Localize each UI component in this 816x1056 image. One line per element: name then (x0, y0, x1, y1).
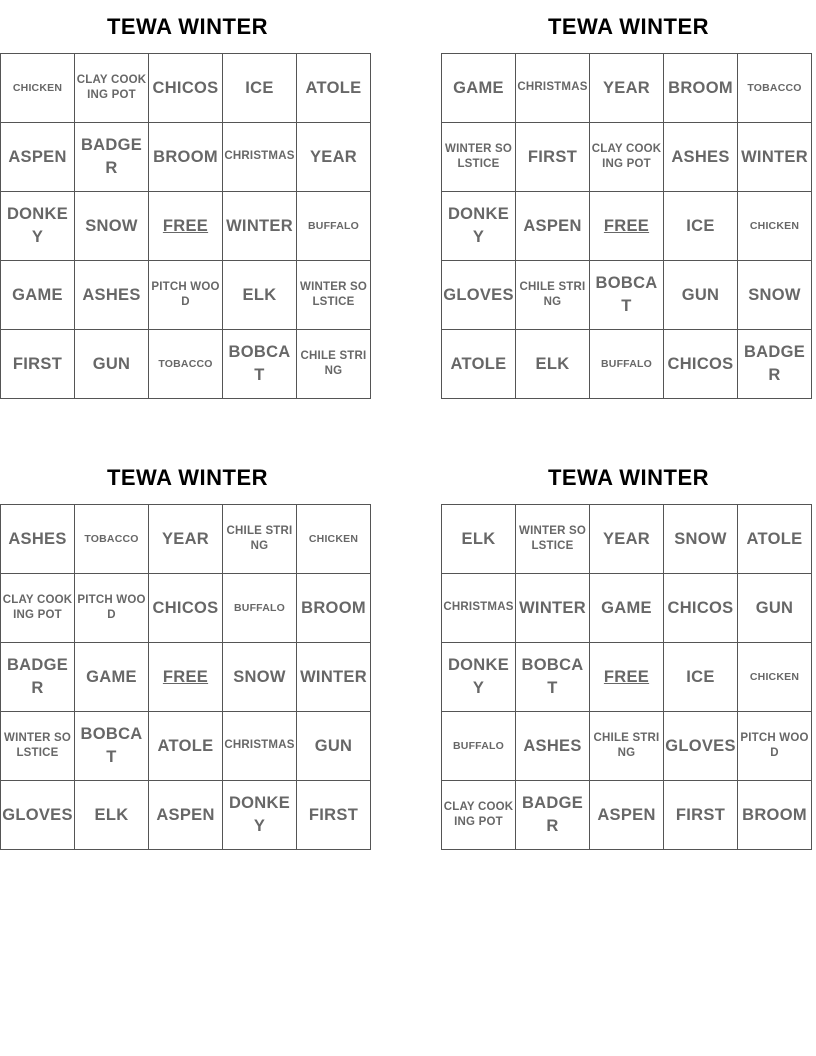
bingo-cell: BUFFALO (442, 712, 516, 781)
bingo-cell: SNOW (75, 192, 149, 261)
card-title: TEWA WINTER (547, 465, 710, 490)
bingo-cell: BOBCAT (223, 330, 297, 399)
bingo-cell: ELK (516, 330, 590, 399)
bingo-cell: YEAR (297, 123, 371, 192)
free-space-cell: FREE (590, 192, 664, 261)
bingo-cell: ASPEN (590, 781, 664, 850)
bingo-cell: CHICOS (664, 574, 738, 643)
bingo-cell: ELK (442, 505, 516, 574)
bingo-cell: ATOLE (297, 54, 371, 123)
bingo-cell: ASHES (1, 505, 75, 574)
bingo-cell: CHRISTMAS (442, 574, 516, 643)
bingo-cell: ASHES (664, 123, 738, 192)
bingo-cell: BADGER (738, 330, 812, 399)
bingo-grid (0, 504, 371, 850)
bingo-cell: CHILE STRING (223, 505, 297, 574)
bingo-cell: DONKEY (1, 192, 75, 261)
bingo-grid (0, 53, 371, 399)
bingo-cell: BOBCAT (516, 643, 590, 712)
bingo-cell: BADGER (1, 643, 75, 712)
bingo-cell: WINTER (223, 192, 297, 261)
bingo-cell: WINTER (516, 574, 590, 643)
bingo-cell: BOBCAT (75, 712, 149, 781)
bingo-cell: CHILE STRING (516, 261, 590, 330)
bingo-cell: DONKEY (223, 781, 297, 850)
bingo-cell: GAME (75, 643, 149, 712)
bingo-cell: ATOLE (738, 505, 812, 574)
bingo-cell: CHICKEN (297, 505, 371, 574)
bingo-cell: DONKEY (442, 643, 516, 712)
bingo-cell: WINTER (738, 123, 812, 192)
bingo-cell: CHICKEN (738, 643, 812, 712)
bingo-cell: BROOM (297, 574, 371, 643)
bingo-cell: ASPEN (149, 781, 223, 850)
bingo-cell: WINTER SOLSTICE (442, 123, 516, 192)
bingo-cell: CLAY COOKING POT (442, 781, 516, 850)
bingo-cell: SNOW (738, 261, 812, 330)
bingo-cell: ASHES (516, 712, 590, 781)
bingo-cell: CLAY COOKING POT (1, 574, 75, 643)
bingo-cell: BUFFALO (223, 574, 297, 643)
bingo-cell: CHICKEN (1, 54, 75, 123)
bingo-cell: GUN (664, 261, 738, 330)
bingo-cell: BUFFALO (590, 330, 664, 399)
bingo-cell: CHILE STRING (297, 330, 371, 399)
bingo-cell: GUN (297, 712, 371, 781)
bingo-cell: CHICOS (149, 574, 223, 643)
bingo-cell: ATOLE (149, 712, 223, 781)
bingo-cell: BOBCAT (590, 261, 664, 330)
bingo-cell: ICE (664, 643, 738, 712)
bingo-cell: YEAR (590, 505, 664, 574)
bingo-cell: FIRST (297, 781, 371, 850)
bingo-cell: ICE (664, 192, 738, 261)
bingo-cell: CHICOS (149, 54, 223, 123)
bingo-cell: TOBACCO (149, 330, 223, 399)
bingo-cell: ASHES (75, 261, 149, 330)
bingo-cell: GUN (75, 330, 149, 399)
bingo-cell: GLOVES (1, 781, 75, 850)
bingo-cell: CHILE STRING (590, 712, 664, 781)
bingo-cell: WINTER SOLSTICE (516, 505, 590, 574)
bingo-cell: YEAR (590, 54, 664, 123)
bingo-cell: WINTER SOLSTICE (297, 261, 371, 330)
bingo-cell: BADGER (75, 123, 149, 192)
bingo-cell: FIRST (516, 123, 590, 192)
card-title: TEWA WINTER (106, 14, 269, 39)
bingo-cell: CHICKEN (738, 192, 812, 261)
bingo-cell: CHRISTMAS (223, 123, 297, 192)
bingo-cell: ASPEN (1, 123, 75, 192)
bingo-cell: ELK (75, 781, 149, 850)
bingo-cell: PITCH WOOD (738, 712, 812, 781)
bingo-cell: DONKEY (442, 192, 516, 261)
bingo-cell: FIRST (1, 330, 75, 399)
bingo-grid (441, 53, 812, 399)
bingo-cell: TOBACCO (738, 54, 812, 123)
bingo-cell: CLAY COOKING POT (75, 54, 149, 123)
bingo-cell: BUFFALO (297, 192, 371, 261)
bingo-cell: GAME (1, 261, 75, 330)
free-space-cell: FREE (590, 643, 664, 712)
bingo-cell: CHICOS (664, 330, 738, 399)
card-title: TEWA WINTER (106, 465, 269, 490)
bingo-cell: BROOM (149, 123, 223, 192)
bingo-cell: TOBACCO (75, 505, 149, 574)
card-title: TEWA WINTER (547, 14, 710, 39)
bingo-cell: CHRISTMAS (223, 712, 297, 781)
bingo-cell: YEAR (149, 505, 223, 574)
bingo-cell: PITCH WOOD (149, 261, 223, 330)
bingo-cell: CLAY COOKING POT (590, 123, 664, 192)
bingo-cell: WINTER SOLSTICE (1, 712, 75, 781)
bingo-cell: GLOVES (664, 712, 738, 781)
bingo-cell: CHRISTMAS (516, 54, 590, 123)
bingo-grid (441, 504, 812, 850)
bingo-cell: SNOW (664, 505, 738, 574)
bingo-cell: WINTER (297, 643, 371, 712)
free-space-cell: FREE (149, 643, 223, 712)
bingo-cell: GAME (590, 574, 664, 643)
bingo-cell: BROOM (738, 781, 812, 850)
bingo-cell: FIRST (664, 781, 738, 850)
bingo-cell: GUN (738, 574, 812, 643)
free-space-cell: FREE (149, 192, 223, 261)
bingo-cell: ASPEN (516, 192, 590, 261)
bingo-cell: PITCH WOOD (75, 574, 149, 643)
bingo-cell: SNOW (223, 643, 297, 712)
bingo-cell: GAME (442, 54, 516, 123)
bingo-cell: ICE (223, 54, 297, 123)
bingo-cell: ATOLE (442, 330, 516, 399)
bingo-cell: ELK (223, 261, 297, 330)
bingo-cell: BADGER (516, 781, 590, 850)
bingo-cell: GLOVES (442, 261, 516, 330)
bingo-cell: BROOM (664, 54, 738, 123)
